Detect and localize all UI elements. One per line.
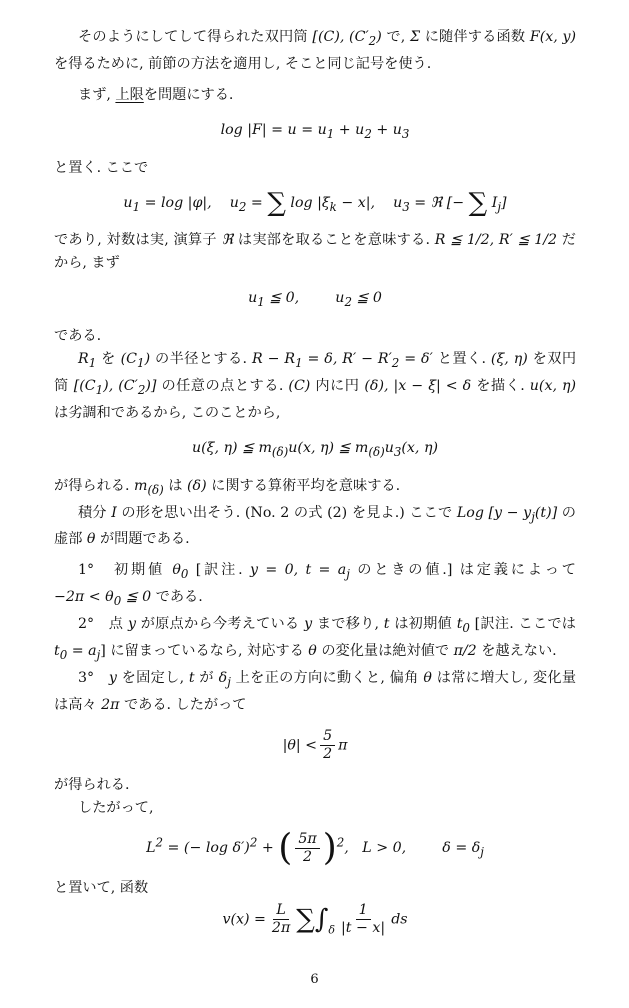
paragraph-real-part: であり, 対数は実, 演算子 ℜ は実部を取ることを意味する. R ≦ 1/2, R′ ≦ 1/2 だから, まず bbox=[54, 232, 576, 272]
paragraph-integral-i: 積分 I の形を思い出そう. (No. 2 の式 (2) を見よ.) ここで Log $[y - y_j(t)]$ の虚部 θ が問題である. bbox=[54, 504, 576, 548]
equation-log-f: $\log |F| = u = u_1 + u_2 + u_3$ bbox=[220, 121, 410, 141]
item-1-initial-value: 1° 初期値 $\theta_0$ [訳注. y = 0, $t = a_j$ のときの値.] は定義によって $-2\pi < \theta_0$ ≦ 0 である. bbox=[54, 562, 576, 609]
equation-theta-bound: |θ| < $\frac{5}{2}$ π bbox=[282, 727, 348, 762]
paragraph-intro: そのようにしてして得られた双円筒 [(C), $(C'_2)$ で, Σ に随伴する函数 F(x, y) を得るために, 前節の方法を適用し, そこと同じ記号を使う. bbox=[54, 29, 577, 72]
equation-mean-value: u(ξ, η) ≦ $m_{(\delta)}u(x$, η) ≦ $m_{(\delta)}u_3(x$, η) bbox=[192, 439, 438, 459]
page-number: 6 bbox=[310, 972, 319, 987]
paragraph-dearu: である. bbox=[54, 328, 102, 345]
paragraph-radius: $R_1$ を $(C_1)$ の半径とする. $R - R_1 = \delta$, $R' - R'_2 = \delta'$ と置く. (ξ, η) を双円筒 [$(C_1)$, $(C'_2)$] の任意の点とする. (C) 内に円 (δ), |x − ξ| < δ を描く. u(x, η) は劣調和であるから, このことから, bbox=[54, 351, 577, 421]
equation-v-of-x: v(x) = $\frac{L}{2\pi}$ $\sum\int_\delta$ $\frac{1}{|t - x|}$ ds bbox=[222, 901, 408, 937]
paragraph-obtained: が得られる. bbox=[54, 776, 130, 793]
paragraph-function-v: と置いて, 函数 bbox=[54, 879, 149, 896]
paragraph-arith-mean: が得られる. $m_{(\delta)}$ は (δ) に関する算術平均を意味する. bbox=[54, 477, 401, 497]
equation-l-squared: $L^2$ = (− log δ′)$^2$ + ( $\frac{5\pi}{2}$ )$^2$, L > 0, $\delta = \delta_j$ bbox=[146, 827, 484, 869]
paragraph-upper-bound: まず, 上限を問題にする. bbox=[78, 86, 234, 103]
equation-u-components: $u_1 = \log |\varphi|$, $u_2$ = ∑ $\log |\xi_k - x|$, $u_3$ = ℜ [− ∑ $I_j$] bbox=[123, 187, 507, 218]
page-body bbox=[54, 26, 576, 953]
paragraph-put-here: と置く. ここで bbox=[54, 159, 149, 176]
equation-u-nonpositive: $u_1$ ≦ 0, $u_2$ ≦ 0 bbox=[248, 290, 382, 310]
item-3-fix-y: 3° y を固定し, t が $\delta_j$ 上を正の方向に動くと, 偏角 θ は常に増大し, 変化量は高々 2π である. したがって bbox=[54, 669, 577, 713]
paragraph-therefore: したがって, bbox=[78, 799, 154, 816]
item-2-point-y: 2° 点 y が原点から今考えている y まで移り, t は初期値 $t_0$ [訳注. ここでは $t_0 = a_j$] に留まっているなら, 対応する θ の変化量は絶対値で π/2 を越えない. bbox=[54, 616, 576, 662]
